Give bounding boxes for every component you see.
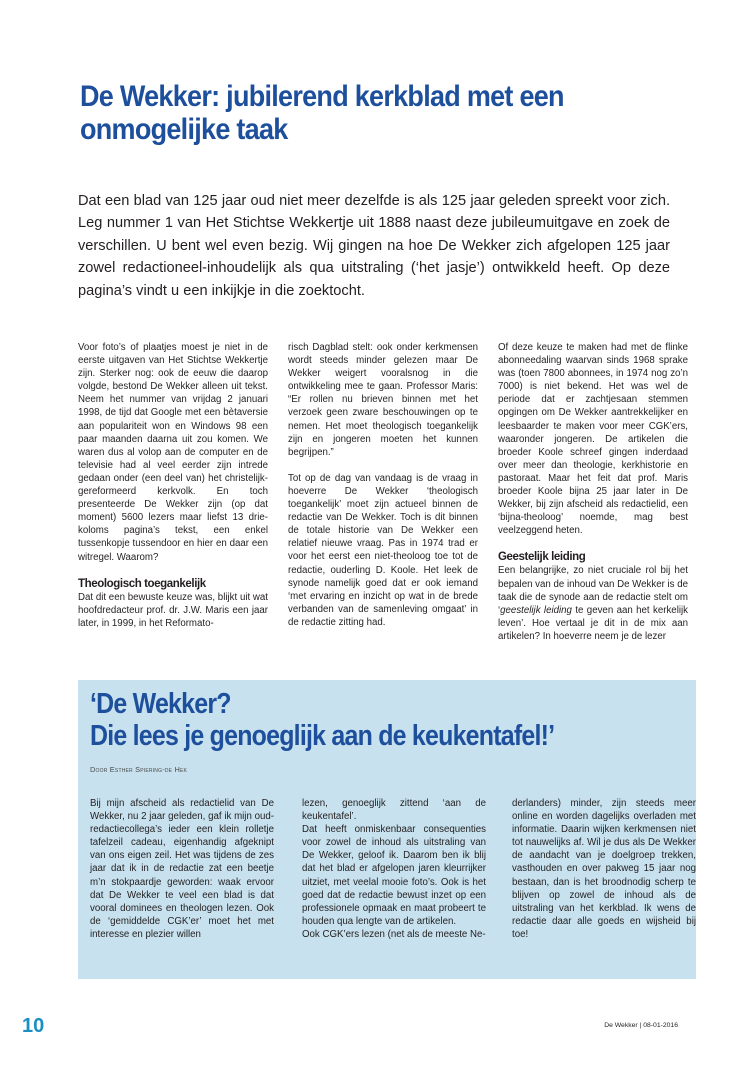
column-1-paragraph-1: Voor foto’s of plaatjes moest je niet in de eerste uitgaven van Het Stichtse Wekkertje zijn. Sterker nog: ook de eeuw die daarop volgde, bestond De Wekker alleen uit tekst. Neem het nummer van vrijdag 2 januari 1998, de tijd dat Google met een bètaversie aan populariteit won en Windows 98 een paar maanden daarna uit zou komen. We waren dus al volop aan de computer en de televisie had al veel eerder zijn intrede gedaan onder (een deel van) het christelijk-gereformeerd kerkvolk. En toch presenteerde De Wekker zijn (op dat moment) 5600 lezers maar liefst 13 drie-koloms pagina’s tekst, een enkel tussenkopje tussendoor en hier en daar een witregel. Waarom? — [78, 342, 268, 563]
column-3-subheading: Geestelijk leiding — [498, 551, 586, 564]
quote-box-column-2 — [302, 797, 486, 941]
column-3-paragraph-2-emphasis: geestelijk leiding — [500, 604, 572, 616]
page-number: 10 — [22, 1015, 45, 1037]
quote-box-column-3 — [512, 797, 696, 941]
quote-headline-line-1: ‘De Wekker? — [90, 688, 231, 720]
article-title — [80, 80, 620, 146]
article-column-2 — [288, 341, 478, 629]
quote-box-column-1-text: Bij mijn afscheid als redactielid van De Wekker, nu 2 jaar geleden, gaf ik mijn oud-redactiecollega’s ieder een klein rolletje tafelzeil cadeau, eigenhandig afgeknipt van ons eigen zeil. Het was tijdens de zes jaar dat ik in de redactie zat een beetje m’n stokpaardje geworden: waak ervoor dat De Wekker te veel een blad is dat vooral dominees en theologen lezen. Ook de ‘gemiddelde CGK’er’ moet het met interesse en plezier willen — [90, 798, 274, 940]
quote-box-headline — [90, 688, 606, 752]
article-column-1 — [78, 341, 268, 630]
column-1-paragraph-2: Dat dit een bewuste keuze was, blijkt uit wat hoofdredacteur prof. dr. J.W. Maris een jaar later, in 1999, in het Reformato- — [78, 591, 268, 629]
quote-box-column-3-text: derlanders) minder, zijn steeds meer online en worden dagelijks overladen met informatie. Daarin wijken kerkmensen niet tot nauwelijks af. Wil je dus als De Wekker de aandacht van je doelgroep trekken, vasthouden en over pakweg 15 jaar nog bestaan, dan is het broodnodig scherp te blijven op zowel de inhoud als de uitstraling van het kerkblad. Ik wens de redactie daar alle goeds en wijsheid bij toe! — [512, 798, 696, 940]
column-2-paragraph-2: Tot op de dag van vandaag is de vraag in hoeverre De Wekker ‘theologisch toegankelijk’ moet zijn actueel binnen de redactie van De Wekker. Toch is dit binnen de totale historie van De Wekker een relatief nieuwe vraag. Pas in 1974 trad er voor het eerst een niet-theoloog toe tot de redactie, ouderling D. Koole. Het leek de synode namelijk goed dat er ook iemand ‘met ervaring en inzicht op wat in de brede verbanden van de samenleving omgaat’ in de redactie zitting had. — [288, 472, 478, 628]
column-3-paragraph-1: Of deze keuze te maken had met de flinke abonneedaling waarvan sinds 1968 sprake was (toen 7800 abonnees, in 1974 nog zo’n 7000) is niet bekend. Het was wel de periode dat er zachtjesaan stemmen opgingen om De Wekker aantrekkelijker en leesbaarder te maken voor meer CGK’ers, waaronder jongeren. De artikelen die broeder Koole schreef gingen inderdaad over meer dan theologie, kerkhistorie en pastoraat. Maar het feit dat prof. Maris broeder Koole bijna 25 jaar later in De Wekker, bij zijn afscheid als redactielid, een ‘bijna-theoloog’ noemde, mag best veelzeggend heten. — [498, 342, 688, 537]
quote-box-column-2-paragraph-2: Dat heeft onmiskenbaar consequenties voor zowel de inhoud als uitstraling van De Wekker, geloof ik. Daarom ben ik blij dat het blad er afgelopen jaren kleurrijker uitziet, met veelal mooie foto’s. Ook is het goed dat de redactie bewust inzet op een professionele opmaak en maat probeert te houden qua lengte van de artikelen. — [302, 824, 486, 927]
article-intro: Dat een blad van 125 jaar oud niet meer dezelfde is als 125 jaar geleden spreekt voor zich. Leg nummer 1 van Het Stichtse Wekkertje uit 1888 naast deze jubileumuitgave en zoek de verschillen. U bent wel even bezig. Wij gingen na hoe De Wekker zich afgelopen 125 jaar zowel redactioneel-inhoudelijk als qua uitstraling (‘het jasje’) ontwikkeld heeft. Op deze pagina’s vindt u een inkijkje in die zoektocht. — [78, 193, 670, 299]
column-2-paragraph-1: risch Dagblad stelt: ook onder kerkmensen wordt steeds minder gelezen maar De Wekker weigert vooralsnog in die ontwikkeling mee te gaan. Professor Maris: “Er rollen nu brieven binnen met het verzoek geen zware beschouwingen op te nemen. Het moet theologisch toegankelijk zijn en jongeren moeten het kunnen begrijpen.” — [288, 342, 478, 458]
quote-box-byline: Door Esther Spiering-de Hek — [90, 765, 188, 774]
article-column-3 — [498, 341, 688, 643]
article-title-line-2: onmogelijke taak — [80, 113, 288, 146]
footer-publication: De Wekker | 08-01-2016 — [604, 1022, 678, 1029]
column-3-paragraph-2-start: Een belangrijke, zo niet cruciale rol bij het bepalen van de inhoud van De Wekker is de taak die de synode aan de redactie stelt om ‘ — [498, 565, 688, 616]
column-3-paragraph-2 — [498, 564, 688, 643]
column-1-subheading: Theologisch toegankelijk — [78, 577, 206, 590]
quote-headline-line-2: Die lees je genoeglijk aan de keukentafel!’ — [90, 720, 555, 752]
article-title-line-1: De Wekker: jubilerend kerkblad met een — [80, 80, 564, 113]
quote-box-column-2-paragraph-1: lezen, genoeglijk zittend ‘aan de keukentafel’. — [302, 798, 486, 823]
quote-box-column-1 — [90, 797, 274, 941]
column-3-paragraph-2-end: te geven aan het kerkelijk leven’. Hoe vertaal je dit in de mix aan artikelen? In hoeverre neem je de lezer — [498, 604, 688, 642]
quote-box-column-2-paragraph-3: Ook CGK’ers lezen (net als de meeste Ne- — [302, 928, 486, 940]
